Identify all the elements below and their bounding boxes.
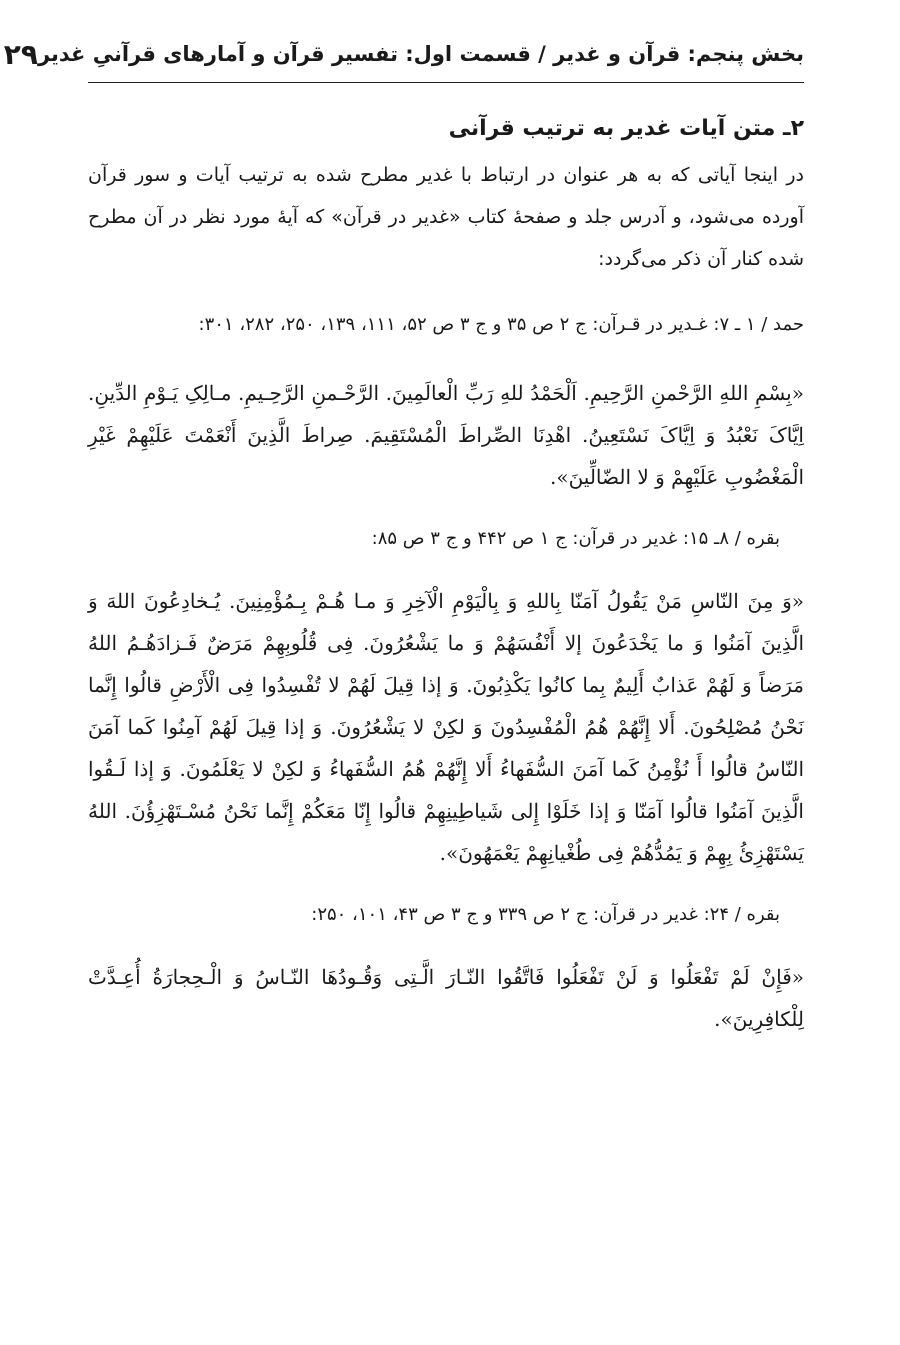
- quran-verse: «بِسْمِ اللهِ الرَّحْمنِ الرَّحِیمِ. اَلْحَمْدُ للهِ رَبِّ الْعالَمِینَ. الرَّحْـمنِ الرَّحِـیمِ. مـالِکِ یَـوْمِ الدِّینِ. اِیَّاکَ نَعْبُدُ وَ اِیَّاکَ نَسْتَعِینُ. اهْدِنَا الصِّراطَ الْمُسْتَقِیمَ. صِراطَ الَّذِینَ أَنْعَمْتَ عَلَیْهِمْ غَیْرِ الْمَغْضُوبِ عَلَیْهِمْ وَ لا الضّالِّینَ».: [88, 381, 804, 489]
- verse-reference: حمد / ۱ ـ ۷: غـدیر در قـرآن: ج ۲ ص ۳۵ و ج ۳ ص ۵۲، ۱۱۱، ۱۳۹، ۲۵۰، ۲۸۲، ۳۰۱:: [198, 314, 804, 335]
- running-head: بخش پنجم: قرآن و غدیر / قسمت اول: تفسیر قرآن و آمارهای قرآنیِ غدیر: [37, 42, 804, 66]
- header-divider: [88, 82, 804, 83]
- verse-reference: بقره / ۲۴: غدیر در قرآن: ج ۲ ص ۳۳۹ و ج ۳ ص ۴۳، ۱۰۱، ۲۵۰:: [311, 904, 780, 925]
- section-title: ۲ـ متن آیات غدیر به ترتیب قرآنی: [448, 116, 804, 141]
- page-number: ۲۹: [3, 37, 38, 71]
- quran-verse: «وَ مِنَ النّاسِ مَنْ یَقُولُ آمَنّا بِاللهِ وَ بِالْیَوْمِ الْآخِرِ وَ مـا هُـمْ بِـمُؤْمِنِینَ. یُـخادِعُونَ اللهَ وَ الَّذِینَ آمَنُوا وَ ما یَخْدَعُونَ إلا أَنْفُسَهُمْ وَ ما یَشْعُرُونَ. فِی قُلُوبِهِمْ مَرَضٌ فَـزادَهُـمُ اللهُ مَرَضاً وَ لَهُمْ عَذابٌ أَلِیمٌ بِما کانُوا یَکْذِبُونَ. وَ إذا قِیلَ لَهُمْ لا تُفْسِدُوا فِی الْأَرْضِ قالُوا إِنَّما نَحْنُ مُصْلِحُونَ. أَلا إِنَّهُمْ هُمُ الْمُفْسِدُونَ وَ لکِنْ لا یَشْعُرُونَ. وَ إذا قِیلَ لَهُمْ آمِنُوا کَما آمَنَ النّاسُ قالُوا أَ نُؤْمِنُ کَما آمَنَ السُّفَهاءُ أَلا إِنَّهُمْ هُمُ السُّفَهاءُ وَ لکِنْ لا یَعْلَمُونَ. وَ إذا لَـقُوا الَّذِینَ آمَنُوا قالُوا آمَنّا وَ إذا خَلَوْا إِلی شَیاطِینِهِمْ قالُوا إِنّا مَعَکُمْ إِنَّما نَحْنُ مُسْـتَهْزِؤُنَ. اللهُ یَسْتَهْزِئُ بِهِمْ وَ یَمُدُّهُمْ فِی طُغْیانِهِمْ یَعْمَهُونَ».: [88, 589, 804, 865]
- page-body: [88, 104, 804, 1040]
- quran-verse: «فَإِنْ لَمْ تَفْعَلُوا وَ لَنْ تَفْعَلُوا فَاتَّقُوا النّـارَ الَّـتِی وَقُـودُهَا النّـاسُ وَ الْـحِجارَةُ أُعِـدَّتْ لِلْکافِرِینَ».: [88, 965, 804, 1031]
- verse-reference: بقره / ۸ـ ۱۵: غدیر در قرآن: ج ۱ ص ۴۴۲ و ج ۳ ص ۸۵:: [371, 528, 780, 549]
- intro-paragraph: در اینجا آیاتی که به هر عنوان در ارتباط با غدیر مطرح شده به ترتیب آیات و سور قرآن آورده می‌شود، و آدرس جلد و صفحهٔ کتاب «غدیر در قرآن» که آیهٔ مورد نظر در آن مطرح شده کنار آن ذکر می‌گردد:: [88, 164, 804, 270]
- page-header: [3, 30, 804, 78]
